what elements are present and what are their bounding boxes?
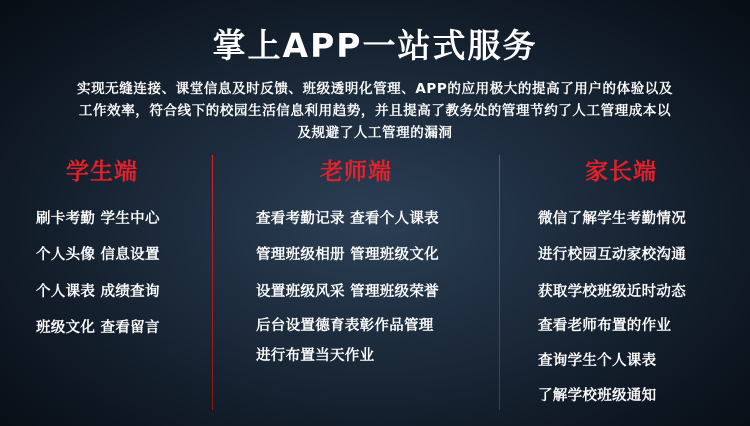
column-divider bbox=[212, 155, 213, 410]
teacher-column-title: 老师端 bbox=[320, 159, 392, 185]
parent-feature-item: 微信了解学生考勤情况 bbox=[538, 211, 686, 227]
teacher-feature-item: 进行布置当天作业 bbox=[256, 348, 375, 364]
parent-feature-item: 进行校园互动家校沟通 bbox=[538, 247, 686, 263]
page-title: 掌上APP一站式服务 bbox=[212, 26, 538, 65]
intro-line: 实现无缝连接、课堂信息及时反馈、班级透明化管理、APP的应用极大的提高了用户的体验以及 bbox=[76, 81, 674, 97]
teacher-feature-item: 后台设置德育表彰作品管理 bbox=[256, 318, 434, 334]
student-column-title: 学生端 bbox=[66, 159, 138, 185]
teacher-feature-item: 查看考勤记录 查看个人课表 bbox=[256, 211, 439, 227]
parent-feature-item: 查看老师布置的作业 bbox=[538, 318, 672, 334]
parent-feature-item: 查询学生个人课表 bbox=[538, 353, 657, 369]
column-divider bbox=[499, 155, 500, 410]
intro-paragraph bbox=[14, 78, 736, 144]
teacher-feature-item: 设置班级风采 管理班级荣誉 bbox=[256, 284, 439, 300]
parent-feature-item: 获取学校班级近时动态 bbox=[538, 284, 686, 300]
student-feature-item: 个人课表 成绩查询 bbox=[36, 284, 160, 300]
parent-column-title: 家长端 bbox=[585, 159, 657, 185]
teacher-feature-item: 管理班级相册 管理班级文化 bbox=[256, 247, 439, 263]
intro-line: 及规避了人工管理的漏洞 bbox=[297, 125, 453, 141]
student-feature-item: 刷卡考勤 学生中心 bbox=[36, 211, 160, 227]
parent-feature-item: 了解学校班级通知 bbox=[538, 388, 657, 404]
student-feature-item: 个人头像 信息设置 bbox=[36, 247, 160, 263]
student-feature-item: 班级文化 查看留言 bbox=[36, 320, 160, 336]
intro-line: 工作效率，符合线下的校园生活信息利用趋势，并且提高了教务处的管理节约了人工管理成本以 bbox=[78, 103, 672, 119]
